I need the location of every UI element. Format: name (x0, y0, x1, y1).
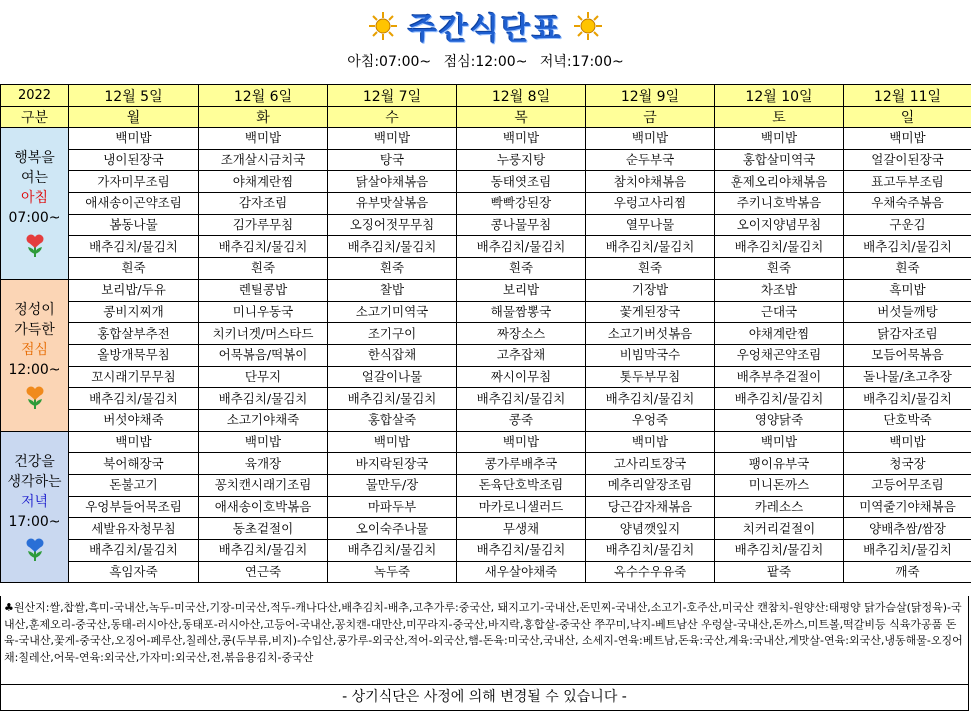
menu-item: 짜장소스 (457, 323, 586, 345)
meal-name: 저녁 (20, 494, 49, 511)
sun-icon (573, 11, 603, 41)
menu-item: 배추김치/물김치 (328, 540, 457, 562)
menu-item: 해물짬뽕국 (457, 301, 586, 323)
menu-item: 영양닭죽 (715, 409, 844, 431)
day-cell: 월 (69, 107, 199, 128)
menu-item: 배추부추겉절이 (715, 366, 844, 388)
year-cell: 2022 (1, 85, 69, 107)
menu-item: 조개살시금치국 (199, 149, 328, 171)
menu-item: 배추김치/물김치 (328, 236, 457, 258)
menu-item: 오이지양념무침 (715, 214, 844, 236)
menu-item: 배추김치/물김치 (69, 388, 199, 410)
menu-item: 훈제오리야채볶음 (715, 171, 844, 193)
menu-item: 우엉죽 (586, 409, 715, 431)
menu-item: 소고기미역국 (328, 301, 457, 323)
menu-item: 백미밥 (586, 128, 715, 150)
table-row (1, 214, 971, 236)
menu-item: 구운김 (844, 214, 971, 236)
menu-item: 배추김치/물김치 (199, 236, 328, 258)
menu-item: 깨죽 (844, 561, 971, 583)
menu-item: 돌나물/초고추장 (844, 366, 971, 388)
meal-label-line: 생각하는 (7, 474, 62, 491)
breakfast-label-cell (1, 128, 69, 280)
table-row (1, 236, 971, 258)
menu-item: 무생채 (457, 518, 586, 540)
menu-item: 육개장 (199, 453, 328, 475)
table-row (1, 279, 971, 301)
menu-item: 미니돈까스 (715, 475, 844, 497)
menu-body (1, 128, 971, 583)
menu-item: 메추리알장조림 (586, 475, 715, 497)
menu-item: 백미밥 (69, 431, 199, 453)
menu-item: 양배추쌈/쌈장 (844, 518, 971, 540)
menu-item: 백미밥 (844, 128, 971, 150)
menu-item: 고추잡채 (457, 344, 586, 366)
date-cell: 12월 7일 (328, 85, 457, 107)
meal-name: 점심 (20, 342, 49, 359)
page-header (0, 0, 971, 84)
menu-item: 가자미무조림 (69, 171, 199, 193)
change-notice: - 상기식단은 사정에 의해 변경될 수 있습니다 - (0, 685, 969, 711)
table-row (1, 453, 971, 475)
menu-item: 배추김치/물김치 (715, 540, 844, 562)
menu-item: 치키너겟/머스타드 (199, 323, 328, 345)
menu-item: 흰죽 (457, 258, 586, 280)
date-header-row (1, 85, 971, 107)
menu-item: 배추김치/물김치 (457, 388, 586, 410)
menu-item: 단호박죽 (844, 409, 971, 431)
menu-item: 얼갈이나물 (328, 366, 457, 388)
menu-item: 흑임자죽 (69, 561, 199, 583)
menu-item: 꽁치캔시래기조림 (199, 475, 328, 497)
day-cell: 일 (844, 107, 971, 128)
lunch-time: 점심:12:00~ (443, 54, 528, 70)
menu-item: 팥죽 (715, 561, 844, 583)
menu-item: 배추김치/물김치 (69, 236, 199, 258)
meal-label-line: 행복을 (14, 150, 55, 167)
meal-label-line: 가득한 (14, 322, 55, 339)
menu-item: 콩비지찌개 (69, 301, 199, 323)
menu-item: 홍합살미역국 (715, 149, 844, 171)
menu-item: 열무나물 (586, 214, 715, 236)
menu-item: 백미밥 (328, 128, 457, 150)
menu-item: 콩죽 (457, 409, 586, 431)
date-cell: 12월 11일 (844, 85, 971, 107)
date-cell: 12월 5일 (69, 85, 199, 107)
menu-item: 버섯들깨탕 (844, 301, 971, 323)
menu-item: 당근감자채볶음 (586, 496, 715, 518)
menu-item: 팽이유부국 (715, 453, 844, 475)
menu-item: 우렁고사리찜 (586, 193, 715, 215)
menu-item: 백미밥 (457, 128, 586, 150)
table-row (1, 171, 971, 193)
meal-label-line: 건강을 (14, 454, 55, 471)
table-row (1, 128, 971, 150)
menu-item: 야채계란찜 (715, 323, 844, 345)
weekly-menu-table (0, 84, 971, 583)
menu-item: 배추김치/물김치 (69, 540, 199, 562)
menu-item: 김가루무침 (199, 214, 328, 236)
menu-item: 비빔막국수 (586, 344, 715, 366)
menu-item: 흰죽 (328, 258, 457, 280)
menu-item: 미니우동국 (199, 301, 328, 323)
menu-item: 백미밥 (457, 431, 586, 453)
breakfast-time: 아침:07:00~ (347, 54, 432, 70)
menu-item: 닭감자조림 (844, 323, 971, 345)
title-row (0, 6, 971, 46)
menu-item: 백미밥 (199, 431, 328, 453)
menu-item: 애새송이호박볶음 (199, 496, 328, 518)
menu-item: 오이숙주나물 (328, 518, 457, 540)
menu-item: 모듬어묵볶음 (844, 344, 971, 366)
menu-item: 흑미밥 (844, 279, 971, 301)
page-title: 주간식단표 (408, 12, 563, 47)
menu-item: 짜시이무침 (457, 366, 586, 388)
menu-item: 콩가루배추국 (457, 453, 586, 475)
menu-item: 배추김치/물김치 (586, 540, 715, 562)
day-cell: 목 (457, 107, 586, 128)
menu-item: 우채숙주볶음 (844, 193, 971, 215)
menu-item: 마파두부 (328, 496, 457, 518)
menu-item: 보리밥/두유 (69, 279, 199, 301)
menu-item: 배추김치/물김치 (844, 236, 971, 258)
menu-item: 바지락된장국 (328, 453, 457, 475)
menu-item: 배추김치/물김치 (328, 388, 457, 410)
table-row (1, 366, 971, 388)
meal-time: 17:00~ (8, 514, 61, 531)
menu-item: 녹두죽 (328, 561, 457, 583)
menu-item: 백미밥 (586, 431, 715, 453)
menu-item: 올방개묵무침 (69, 344, 199, 366)
menu-item: 백미밥 (328, 431, 457, 453)
meal-label-line: 여는 (20, 170, 49, 187)
date-cell: 12월 8일 (457, 85, 586, 107)
menu-item: 빡빡강된장 (457, 193, 586, 215)
menu-item: 옥수수우유죽 (586, 561, 715, 583)
menu-item: 백미밥 (69, 128, 199, 150)
menu-item: 배추김치/물김치 (199, 388, 328, 410)
menu-item: 순두부국 (586, 149, 715, 171)
menu-item: 콩나물무침 (457, 214, 586, 236)
menu-item: 우엉채곤약조림 (715, 344, 844, 366)
table-row (1, 475, 971, 497)
menu-item: 톳두부무침 (586, 366, 715, 388)
menu-item: 카레소스 (715, 496, 844, 518)
meal-time: 12:00~ (8, 362, 61, 379)
day-header-row (1, 107, 971, 128)
menu-item: 얼갈이된장국 (844, 149, 971, 171)
menu-item: 동초겉절이 (199, 518, 328, 540)
menu-item: 흰죽 (199, 258, 328, 280)
menu-item: 한식잡채 (328, 344, 457, 366)
menu-item: 흰죽 (69, 258, 199, 280)
menu-item: 마카로니샐러드 (457, 496, 586, 518)
meal-name: 아침 (20, 190, 49, 207)
menu-item: 흰죽 (715, 258, 844, 280)
table-row (1, 258, 971, 280)
menu-item: 흰죽 (844, 258, 971, 280)
menu-item: 새우살야채죽 (457, 561, 586, 583)
day-cell: 금 (586, 107, 715, 128)
menu-item: 홍합살부추전 (69, 323, 199, 345)
dinner-label-cell (1, 431, 69, 583)
menu-item: 배추김치/물김치 (844, 388, 971, 410)
menu-item: 근대국 (715, 301, 844, 323)
menu-item: 차조밥 (715, 279, 844, 301)
menu-item: 누룽지탕 (457, 149, 586, 171)
menu-item: 렌틸콩밥 (199, 279, 328, 301)
table-row (1, 149, 971, 171)
menu-item: 야채계란찜 (199, 171, 328, 193)
meal-time: 07:00~ (8, 210, 61, 227)
menu-item: 애새송이곤약조림 (69, 193, 199, 215)
date-cell: 12월 10일 (715, 85, 844, 107)
menu-item: 소고기야채죽 (199, 409, 328, 431)
menu-item: 배추김치/물김치 (715, 388, 844, 410)
table-row (1, 409, 971, 431)
table-row (1, 388, 971, 410)
menu-item: 홍합살죽 (328, 409, 457, 431)
menu-item: 백미밥 (844, 431, 971, 453)
menu-item: 기장밥 (586, 279, 715, 301)
menu-item: 탕국 (328, 149, 457, 171)
menu-item: 백미밥 (715, 431, 844, 453)
menu-item: 오징어젓무무침 (328, 214, 457, 236)
gubun-cell: 구분 (1, 107, 69, 128)
table-row (1, 518, 971, 540)
table-row (1, 323, 971, 345)
day-cell: 토 (715, 107, 844, 128)
sun-icon (368, 11, 398, 41)
menu-item: 백미밥 (199, 128, 328, 150)
menu-item: 꼬시래기무무침 (69, 366, 199, 388)
menu-item: 고등어무조림 (844, 475, 971, 497)
menu-item: 우엉부들어묵조림 (69, 496, 199, 518)
menu-item: 동태엿조림 (457, 171, 586, 193)
menu-item: 닭살야채볶음 (328, 171, 457, 193)
menu-item: 소고기버섯볶음 (586, 323, 715, 345)
menu-item: 양념깻잎지 (586, 518, 715, 540)
menu-item: 배추김치/물김치 (457, 540, 586, 562)
day-cell: 화 (199, 107, 328, 128)
menu-item: 백미밥 (715, 128, 844, 150)
menu-item: 미역줄기야채볶음 (844, 496, 971, 518)
menu-item: 배추김치/물김치 (715, 236, 844, 258)
menu-item: 세발유자청무침 (69, 518, 199, 540)
menu-item: 물만두/장 (328, 475, 457, 497)
menu-item: 보리밥 (457, 279, 586, 301)
menu-item: 버섯야채죽 (69, 409, 199, 431)
origin-info: ♣원산지:쌀,찹쌀,흑미-국내산,녹두-미국산,기장-미국산,적두-캐나다산,배추김치-배추,고추가루:중국산, 돼지고기-국내산,돈민찌-국내산,소고기-호주산,미국산 캔참치-원양산:태평양 닭가슴살(닭정육)-국내산,훈제오리-중국산,동태-러시아산,동태포-러시아산,고등어-국내산,꽁치캔-대만산,미꾸라지-중국산,바지락,홍합살-중국산 쭈꾸미,낙지-베트남산 우렁살-국내산,돈까스,미트볼,떡갈비등 식육가공품 돈육-국내산,꽃게-중국산,오징어-페루산,칠레산,콩(두부류,비지)-수입산,콩가루-외국산,적어-외국산,햄-돈육:미국산,국내산, 소세지-연육:베트남,돈육:국산,계육:국내산,게맛살-연육:외국산,냉동해물-오징어채:칠레산,어묵-연육:외국산,가자미:외국산,전,볶음용김치-중국산 (0, 596, 969, 685)
menu-item: 감자조림 (199, 193, 328, 215)
menu-item: 조기구이 (328, 323, 457, 345)
dinner-time: 저녁:17:00~ (539, 54, 624, 70)
table-row (1, 540, 971, 562)
menu-item: 찰밥 (328, 279, 457, 301)
menu-item: 흰죽 (586, 258, 715, 280)
menu-item: 돈불고기 (69, 475, 199, 497)
menu-item: 어묵볶음/떡볶이 (199, 344, 328, 366)
date-cell: 12월 6일 (199, 85, 328, 107)
meal-label-line: 정성이 (14, 302, 55, 319)
menu-item: 북어해장국 (69, 453, 199, 475)
table-row (1, 431, 971, 453)
menu-item: 배추김치/물김치 (586, 236, 715, 258)
menu-item: 돈육단호박조림 (457, 475, 586, 497)
menu-item: 고사리토장국 (586, 453, 715, 475)
date-cell: 12월 9일 (586, 85, 715, 107)
day-cell: 수 (328, 107, 457, 128)
menu-item: 배추김치/물김치 (844, 540, 971, 562)
table-row (1, 344, 971, 366)
menu-item: 단무지 (199, 366, 328, 388)
table-row (1, 193, 971, 215)
menu-item: 배추김치/물김치 (586, 388, 715, 410)
menu-item: 연근죽 (199, 561, 328, 583)
menu-item: 유부맛살볶음 (328, 193, 457, 215)
menu-item: 청국장 (844, 453, 971, 475)
table-row (1, 496, 971, 518)
menu-item: 배추김치/물김치 (457, 236, 586, 258)
meal-times (0, 51, 971, 71)
menu-item: 봄동나물 (69, 214, 199, 236)
menu-item: 냉이된장국 (69, 149, 199, 171)
menu-item: 주키니호박볶음 (715, 193, 844, 215)
flower-icon (22, 536, 48, 562)
table-row (1, 301, 971, 323)
lunch-label-cell (1, 279, 69, 431)
menu-item: 배추김치/물김치 (199, 540, 328, 562)
table-row (1, 561, 971, 583)
flower-icon (22, 384, 48, 410)
menu-item: 꽃게된장국 (586, 301, 715, 323)
flower-icon (22, 232, 48, 258)
menu-item: 참치야채볶음 (586, 171, 715, 193)
menu-item: 치커리겉절이 (715, 518, 844, 540)
menu-item: 표고두부조림 (844, 171, 971, 193)
